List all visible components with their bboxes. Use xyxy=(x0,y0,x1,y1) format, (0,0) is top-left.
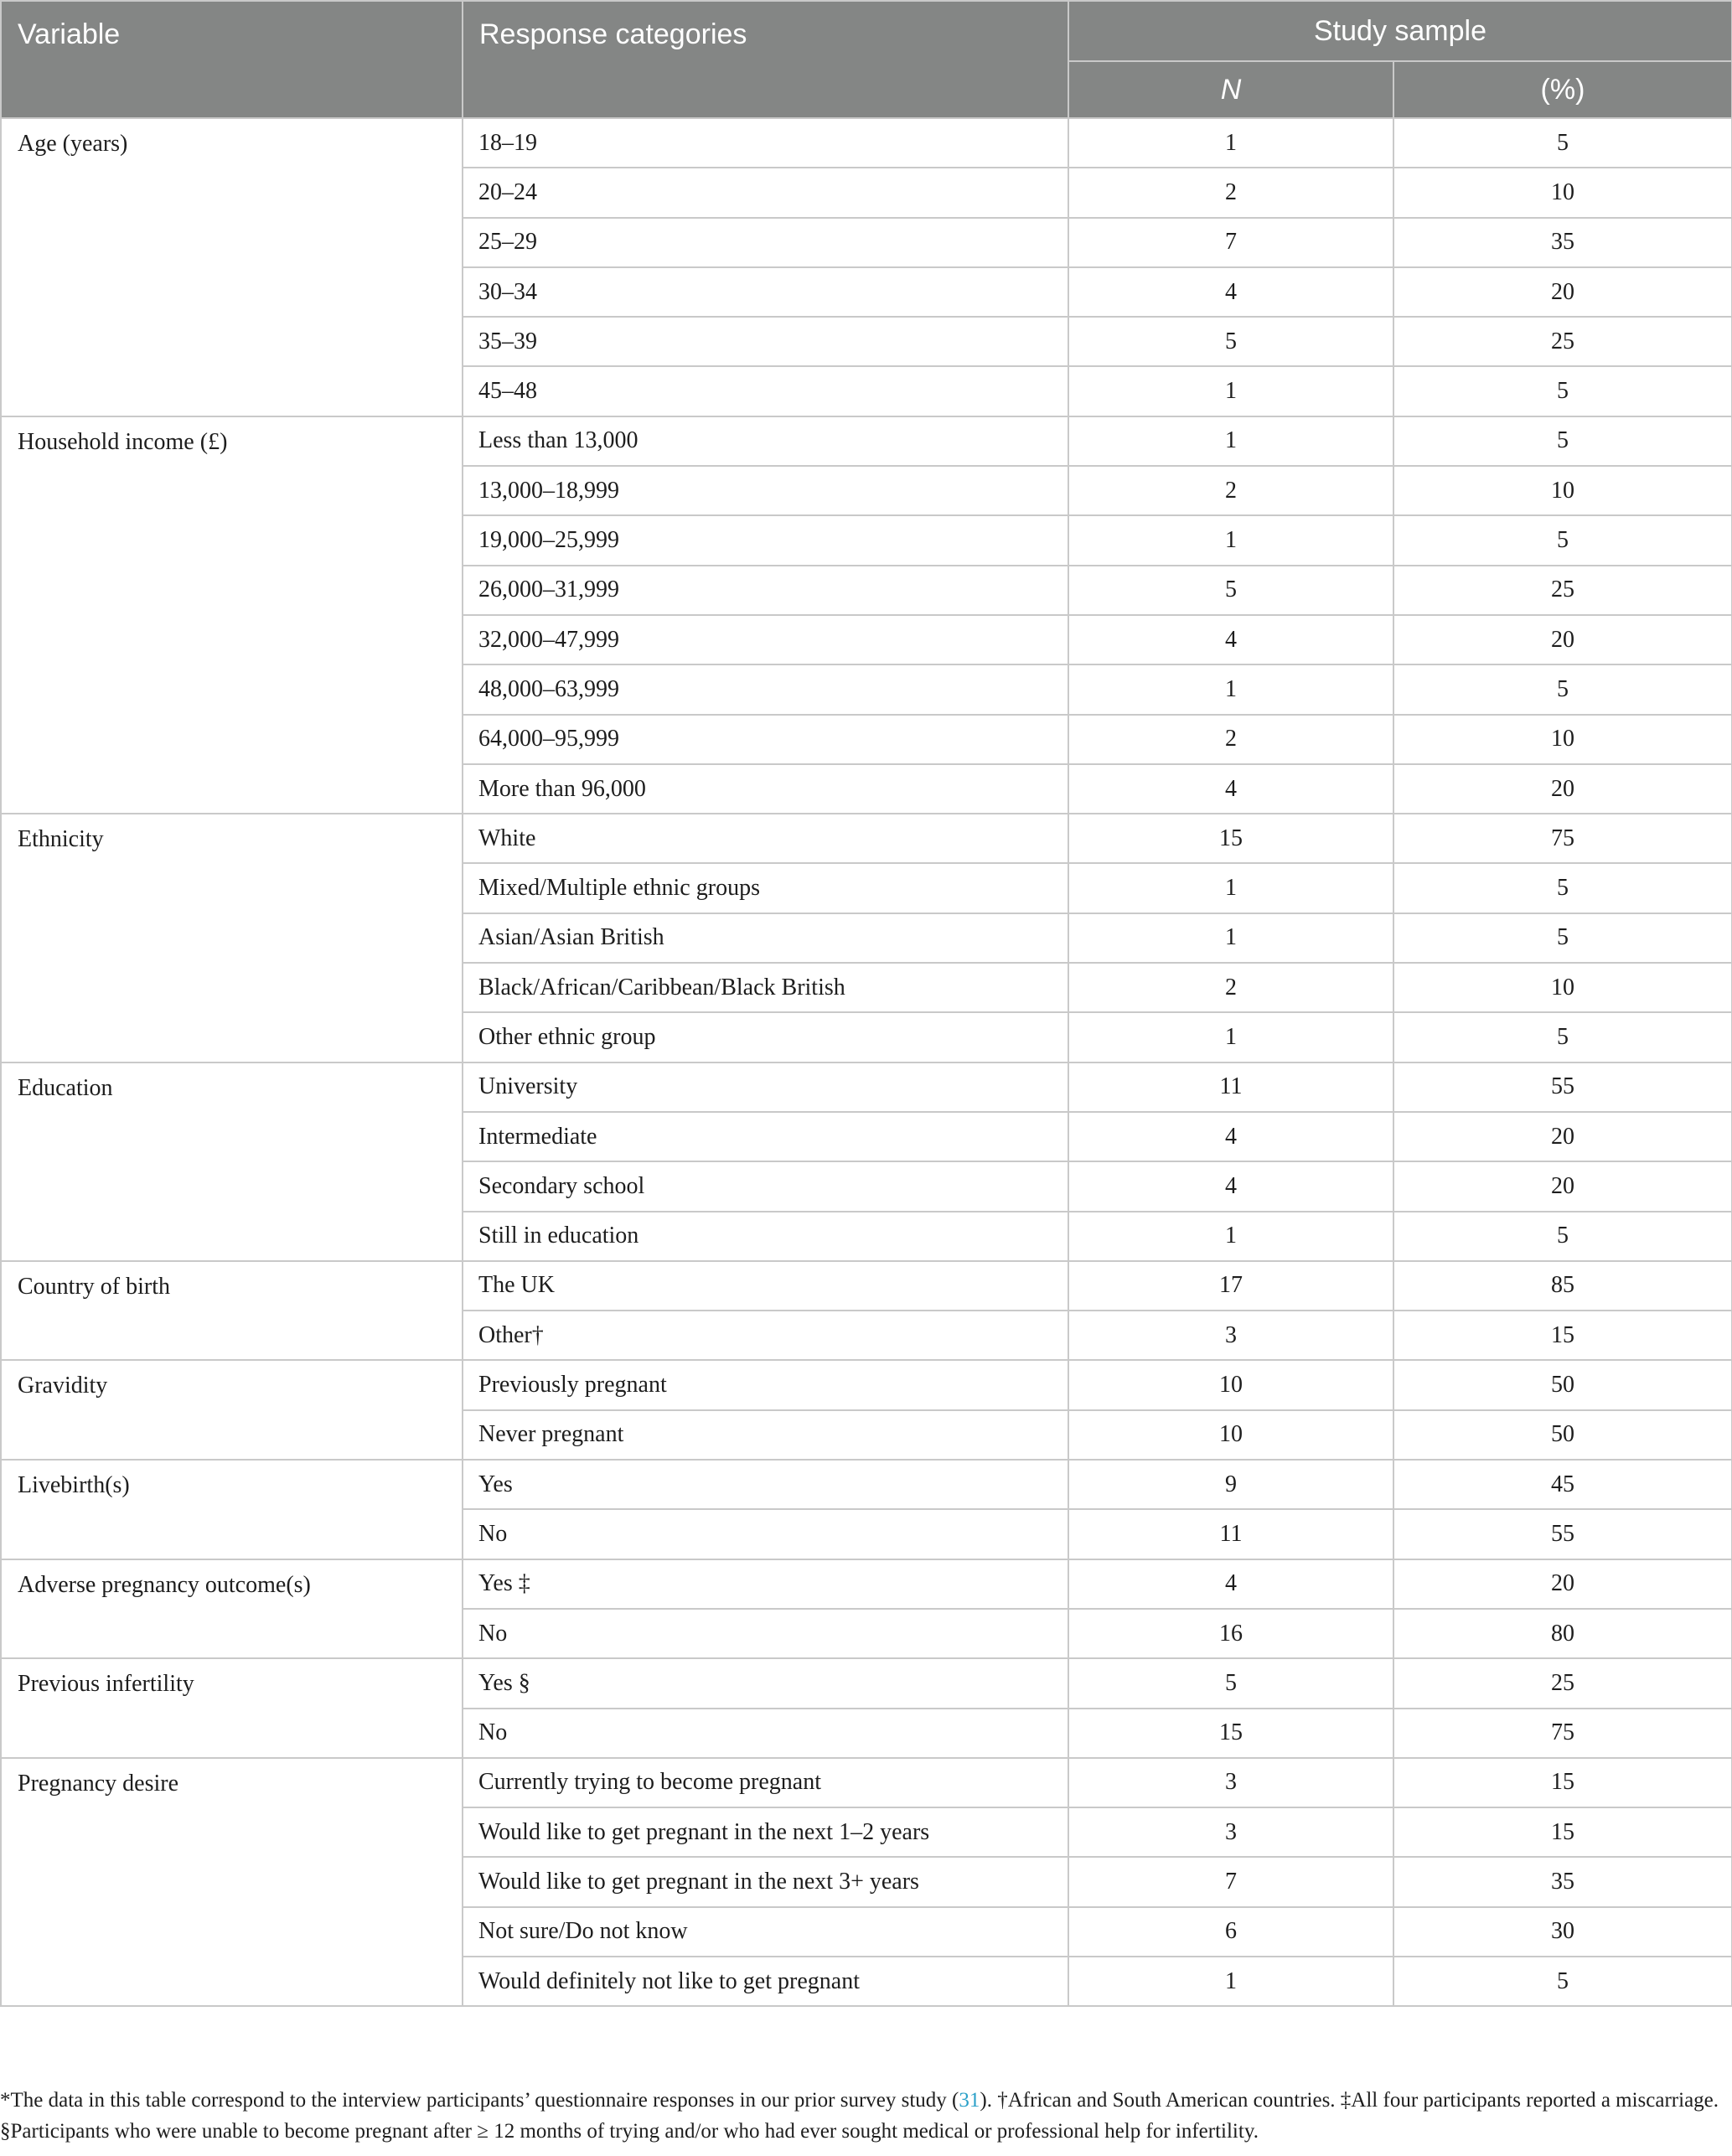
count-cell: 11 xyxy=(1068,1062,1393,1112)
category-cell: 19,000–25,999 xyxy=(463,515,1068,565)
category-cell: Previously pregnant xyxy=(463,1360,1068,1409)
header-percent: (%) xyxy=(1393,61,1732,118)
percent-cell: 5 xyxy=(1393,1212,1732,1261)
count-cell: 4 xyxy=(1068,764,1393,814)
category-cell: 13,000–18,999 xyxy=(463,466,1068,515)
table-footnote xyxy=(0,2085,1732,2147)
table-row xyxy=(1,814,1732,863)
percent-cell: 30 xyxy=(1393,1907,1732,1957)
category-cell: Intermediate xyxy=(463,1112,1068,1161)
header-response-categories: Response categories xyxy=(463,1,1068,118)
percent-cell: 15 xyxy=(1393,1311,1732,1360)
category-cell: Would like to get pregnant in the next 3+ years xyxy=(463,1857,1068,1906)
category-cell: No xyxy=(463,1509,1068,1559)
percent-cell: 75 xyxy=(1393,814,1732,863)
header-study-sample: Study sample xyxy=(1068,1,1732,61)
percent-cell: 5 xyxy=(1393,863,1732,913)
count-cell: 1 xyxy=(1068,863,1393,913)
count-cell: 3 xyxy=(1068,1311,1393,1360)
count-cell: 17 xyxy=(1068,1261,1393,1311)
category-cell: Other ethnic group xyxy=(463,1012,1068,1062)
category-cell: 25–29 xyxy=(463,218,1068,267)
category-cell: Never pregnant xyxy=(463,1410,1068,1460)
table-row xyxy=(1,1062,1732,1112)
percent-cell: 25 xyxy=(1393,566,1732,615)
count-cell: 4 xyxy=(1068,1112,1393,1161)
category-cell: 64,000–95,999 xyxy=(463,715,1068,764)
count-cell: 16 xyxy=(1068,1609,1393,1658)
percent-cell: 5 xyxy=(1393,664,1732,714)
count-cell: 5 xyxy=(1068,317,1393,366)
count-cell: 4 xyxy=(1068,615,1393,664)
percent-cell: 75 xyxy=(1393,1709,1732,1758)
table-row xyxy=(1,1261,1732,1311)
footnote-reference-link[interactable]: 31 xyxy=(959,2089,980,2112)
count-cell: 7 xyxy=(1068,1857,1393,1906)
category-cell: Still in education xyxy=(463,1212,1068,1261)
category-cell: University xyxy=(463,1062,1068,1112)
count-cell: 4 xyxy=(1068,267,1393,317)
category-cell: Not sure/Do not know xyxy=(463,1907,1068,1957)
count-cell: 3 xyxy=(1068,1758,1393,1807)
category-cell: 45–48 xyxy=(463,366,1068,416)
category-cell: No xyxy=(463,1709,1068,1758)
variable-cell: Pregnancy desire xyxy=(1,1758,463,2006)
percent-cell: 5 xyxy=(1393,515,1732,565)
percent-cell: 5 xyxy=(1393,416,1732,466)
percent-cell: 5 xyxy=(1393,1012,1732,1062)
count-cell: 1 xyxy=(1068,416,1393,466)
count-cell: 1 xyxy=(1068,913,1393,963)
percent-cell: 50 xyxy=(1393,1410,1732,1460)
count-cell: 2 xyxy=(1068,168,1393,217)
count-cell: 1 xyxy=(1068,664,1393,714)
category-cell: No xyxy=(463,1609,1068,1658)
percent-cell: 5 xyxy=(1393,118,1732,168)
category-cell: 32,000–47,999 xyxy=(463,615,1068,664)
category-cell: Currently trying to become pregnant xyxy=(463,1758,1068,1807)
percent-cell: 15 xyxy=(1393,1758,1732,1807)
percent-cell: 5 xyxy=(1393,913,1732,963)
percent-cell: 20 xyxy=(1393,1112,1732,1161)
count-cell: 15 xyxy=(1068,814,1393,863)
percent-cell: 5 xyxy=(1393,1957,1732,2006)
percent-cell: 10 xyxy=(1393,466,1732,515)
variable-cell: Age (years) xyxy=(1,118,463,416)
table-row xyxy=(1,118,1732,168)
footnote-text-start: *The data in this table correspond to the interview participants’ questionnaire responses in our prior survey study ( xyxy=(0,2089,959,2112)
percent-cell: 10 xyxy=(1393,963,1732,1012)
percent-cell: 55 xyxy=(1393,1062,1732,1112)
table-header xyxy=(1,1,1732,118)
count-cell: 1 xyxy=(1068,118,1393,168)
count-cell: 6 xyxy=(1068,1907,1393,1957)
percent-cell: 20 xyxy=(1393,1161,1732,1211)
percent-cell: 20 xyxy=(1393,1559,1732,1609)
category-cell: Asian/Asian British xyxy=(463,913,1068,963)
table-row xyxy=(1,1658,1732,1708)
table-row xyxy=(1,416,1732,466)
category-cell: White xyxy=(463,814,1068,863)
header-variable: Variable xyxy=(1,1,463,118)
count-cell: 15 xyxy=(1068,1709,1393,1758)
percent-cell: 20 xyxy=(1393,267,1732,317)
count-cell: 10 xyxy=(1068,1360,1393,1409)
count-cell: 1 xyxy=(1068,1212,1393,1261)
count-cell: 11 xyxy=(1068,1509,1393,1559)
category-cell: 35–39 xyxy=(463,317,1068,366)
footnote-text-end: ). †African and South American countries. ‡All four participants reported a miscarriage. §Participants who were unable to become pregnant after ≥ 12 months of trying and/or who had ever sought medical or professional help for infertility. xyxy=(0,2089,1719,2143)
percent-cell: 35 xyxy=(1393,218,1732,267)
category-cell: Black/African/Caribbean/Black British xyxy=(463,963,1068,1012)
percent-cell: 15 xyxy=(1393,1807,1732,1857)
category-cell: 26,000–31,999 xyxy=(463,566,1068,615)
category-cell: Other† xyxy=(463,1311,1068,1360)
variable-cell: Ethnicity xyxy=(1,814,463,1062)
variable-cell: Gravidity xyxy=(1,1360,463,1460)
percent-cell: 5 xyxy=(1393,366,1732,416)
table-row xyxy=(1,1460,1732,1509)
count-cell: 5 xyxy=(1068,1658,1393,1708)
category-cell: Yes ‡ xyxy=(463,1559,1068,1609)
percent-cell: 55 xyxy=(1393,1509,1732,1559)
count-cell: 1 xyxy=(1068,1012,1393,1062)
category-cell: Yes § xyxy=(463,1658,1068,1708)
category-cell: 18–19 xyxy=(463,118,1068,168)
table-row xyxy=(1,1758,1732,1807)
count-cell: 1 xyxy=(1068,366,1393,416)
count-cell: 5 xyxy=(1068,566,1393,615)
count-cell: 1 xyxy=(1068,515,1393,565)
percent-cell: 80 xyxy=(1393,1609,1732,1658)
category-cell: 30–34 xyxy=(463,267,1068,317)
count-cell: 9 xyxy=(1068,1460,1393,1509)
count-cell: 10 xyxy=(1068,1410,1393,1460)
variable-cell: Country of birth xyxy=(1,1261,463,1361)
category-cell: Secondary school xyxy=(463,1161,1068,1211)
count-cell: 2 xyxy=(1068,963,1393,1012)
category-cell: 48,000–63,999 xyxy=(463,664,1068,714)
percent-cell: 45 xyxy=(1393,1460,1732,1509)
count-cell: 4 xyxy=(1068,1559,1393,1609)
table-row xyxy=(1,1559,1732,1609)
count-cell: 4 xyxy=(1068,1161,1393,1211)
variable-cell: Household income (£) xyxy=(1,416,463,814)
count-cell: 3 xyxy=(1068,1807,1393,1857)
category-cell: Less than 13,000 xyxy=(463,416,1068,466)
category-cell: Would definitely not like to get pregnant xyxy=(463,1957,1068,2006)
category-cell: Would like to get pregnant in the next 1–2 years xyxy=(463,1807,1068,1857)
header-n: N xyxy=(1068,61,1393,118)
category-cell: Yes xyxy=(463,1460,1068,1509)
percent-cell: 25 xyxy=(1393,1658,1732,1708)
percent-cell: 50 xyxy=(1393,1360,1732,1409)
category-cell: 20–24 xyxy=(463,168,1068,217)
percent-cell: 25 xyxy=(1393,317,1732,366)
percent-cell: 85 xyxy=(1393,1261,1732,1311)
table-row xyxy=(1,1360,1732,1409)
count-cell: 2 xyxy=(1068,715,1393,764)
count-cell: 1 xyxy=(1068,1957,1393,2006)
percent-cell: 35 xyxy=(1393,1857,1732,1906)
variable-cell: Education xyxy=(1,1062,463,1261)
percent-cell: 20 xyxy=(1393,764,1732,814)
percent-cell: 10 xyxy=(1393,168,1732,217)
percent-cell: 10 xyxy=(1393,715,1732,764)
count-cell: 2 xyxy=(1068,466,1393,515)
category-cell: More than 96,000 xyxy=(463,764,1068,814)
variable-cell: Previous infertility xyxy=(1,1658,463,1758)
table-body xyxy=(1,118,1732,2006)
count-cell: 7 xyxy=(1068,218,1393,267)
category-cell: The UK xyxy=(463,1261,1068,1311)
category-cell: Mixed/Multiple ethnic groups xyxy=(463,863,1068,913)
variable-cell: Livebirth(s) xyxy=(1,1460,463,1559)
percent-cell: 20 xyxy=(1393,615,1732,664)
variable-cell: Adverse pregnancy outcome(s) xyxy=(1,1559,463,1659)
